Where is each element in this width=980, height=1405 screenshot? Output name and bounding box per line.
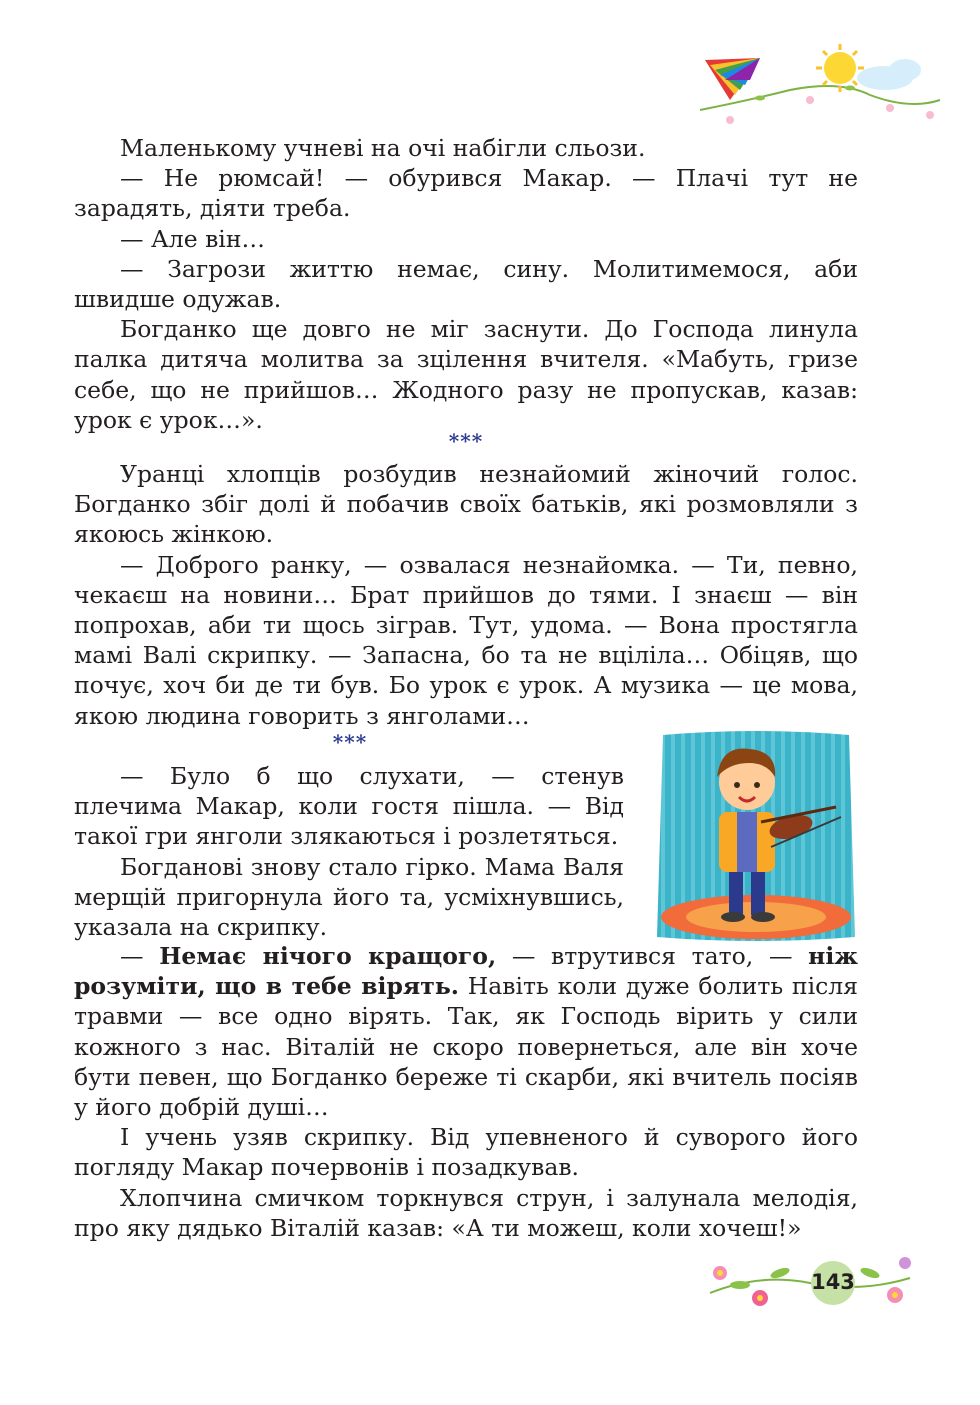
paragraph: — Не рюмсай! — обурився Макар. — Плачі тут не зарадять, діяти треба. <box>74 164 858 223</box>
story-block-3 <box>74 761 624 942</box>
dash: — <box>120 942 160 970</box>
paragraph: Хлопчина смичком торкнувся струн, і залунала мелодія, про яку дядько Віталій казав: «А ти можеш, коли хочеш!» <box>74 1183 858 1242</box>
bold-phrase: ніж розуміти, що в тебе вірять. <box>74 942 858 1001</box>
boy-violin-illustration <box>651 727 861 945</box>
text-span: — втрутився тато, — <box>496 942 809 970</box>
paragraph: Уранці хлопців розбудив незнайомий жіночий голос. Богданко збіг долі й побачив своїх батьків, які розмовляли з якоюсь жінкою. <box>74 460 858 549</box>
cloud-icon <box>857 59 921 90</box>
text-span: Навіть коли дуже болить після травми — все одно вірять. Так, як Господь вірить у сили кожного з нас. Віталій не скоро повернеться, але він хоче бути певен, що Богданко береже ті скарби, які вчитель посіяв у його добрій душі… <box>74 972 859 1122</box>
story-block-2 <box>74 459 858 731</box>
header-decoration <box>690 40 950 140</box>
paragraph: — Було б що слухати, — стенув плечима Макар, коли гостя пішла. — Від такої гри янголи злякаються і розлетяться. <box>74 762 624 851</box>
paragraph: Маленькому учневі на очі набігли сльози. <box>120 134 646 162</box>
section-separator: *** <box>448 429 484 453</box>
paragraph: — Загрози життю немає, сину. Молитимемося, аби швидше одужав. <box>74 254 858 314</box>
paragraph: — Доброго ранку, — озвалася незнайомка. — Ти, певно, чекаєш на новини… Брат прийшов до тями. І знаєш — він попрохав, аби ти щось зіграв. Тут, удома. — Вона простягла мамі Валі скрипку. — Запасна, бо та не вціліла… Обіцяв, що почує, хоч би де ти був. Бо урок є урок. А музика — це мова, якою людина говорить з янголами… <box>74 550 858 730</box>
story-block-4 <box>74 941 858 1243</box>
page-number: 143 <box>811 1270 855 1294</box>
sun-icon <box>816 44 864 92</box>
paragraph: Богданко ще довго не міг заснути. До Господа линула палка дитяча молитва за зцілення вчителя. «Мабуть, гризе себе, що не прийшов… Жодного разу не пропускав, казав: урок є урок…». <box>74 315 858 434</box>
story-block-1 <box>74 133 858 435</box>
paragraph: Богданові знову стало гірко. Мама Валя мерщій пригорнула його та, усміхнувшись, указала на скрипку. <box>74 852 624 942</box>
bold-phrase: Немає нічого кращого, <box>159 942 497 970</box>
section-separator: *** <box>332 730 368 754</box>
rainbow-kite-icon <box>705 58 760 100</box>
paragraph <box>74 941 858 1122</box>
paragraph: — Але він… <box>120 224 265 253</box>
paragraph: І учень узяв скрипку. Від упевненого й суворого його погляду Макар почервонів і позадкував. <box>74 1123 858 1182</box>
